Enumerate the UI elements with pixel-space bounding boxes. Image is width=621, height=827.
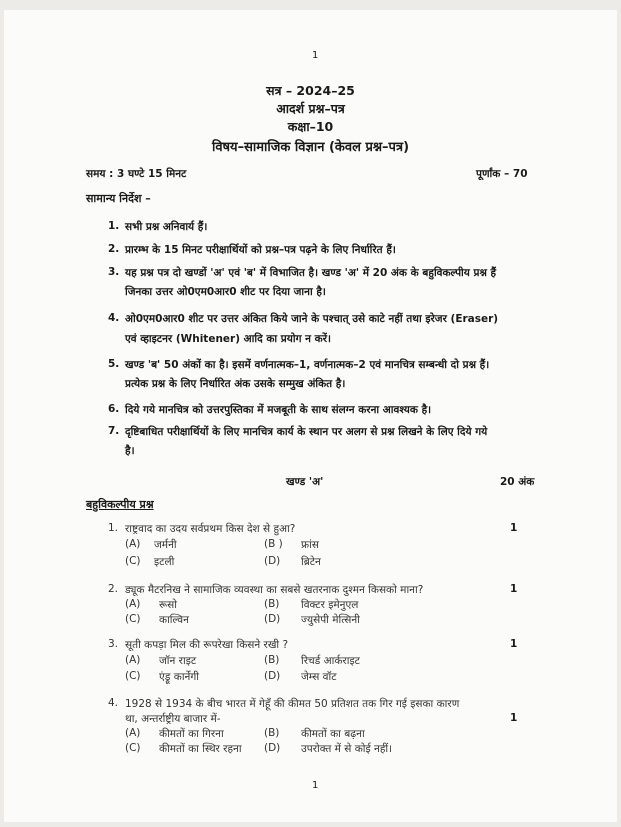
question-marks: 1: [510, 638, 518, 650]
section-title: खण्ड 'अ': [286, 476, 324, 488]
option-label: (A): [125, 727, 141, 739]
instruction-text: खण्ड 'ब' 50 अंकों का है। इसमें वर्णनात्मक–1, वर्णनात्मक–2 एवं मानचित्र सम्बन्धी दो प्रश्न हैं।: [125, 359, 490, 371]
option-text: जेम्स वॉट: [301, 671, 337, 683]
question-marks: 1: [510, 712, 518, 724]
instruction-num: 1.: [108, 220, 120, 232]
mcq-heading: बहुविकल्पीय प्रश्न: [86, 498, 154, 511]
option-text: इटली: [154, 556, 175, 568]
paper-type: आदर्श प्रश्न–पत्र: [276, 101, 345, 116]
instruction-text: ओ0एम0आर0 शीट पर उत्तर अंकित किये जाने के पश्चात् उसे काटे नहीं तथा इरेजर (Eraser): [125, 313, 499, 325]
question-marks: 1: [510, 583, 518, 595]
question-text: 1928 से 1934 के बीच भारत में गेहूँ की कीमत 50 प्रतिशत तक गिर गई इसका कारण: [125, 698, 460, 710]
subject-line: विषय–सामाजिक विज्ञान (केवल प्रश्न–पत्र): [211, 140, 410, 155]
question-number: 3.: [108, 638, 119, 650]
option-text: विक्टर इमेनुएल: [301, 599, 359, 611]
option-text: जर्मनी: [154, 539, 177, 551]
option-label: (A): [125, 598, 141, 610]
instruction-num: 7.: [108, 425, 120, 437]
option-label: (D): [264, 613, 281, 625]
option-text: उपरोक्त में से कोई नहीं।: [301, 743, 393, 755]
option-text: जॉन राइट: [159, 655, 197, 667]
option-text: ज्युसेपी मेत्सिनी: [301, 614, 360, 626]
page-number-bottom: 1: [312, 780, 319, 791]
question-text: था, अन्तर्राष्ट्रीय बाजार में-: [125, 713, 221, 725]
option-label: (C): [125, 742, 141, 754]
option-label: (C): [125, 613, 141, 625]
option-text: रिचर्ड आर्कराइट: [301, 655, 360, 667]
class-line: कक्षा–10: [287, 119, 334, 134]
question-text: राष्ट्रवाद का उदय सर्वप्रथम किस देश से हुआ?: [125, 523, 296, 535]
instruction-num: 3.: [108, 266, 120, 278]
instruction-text: दृष्टिबाधित परीक्षार्थियों के लिए मानचित्र कार्य के स्थान पर अलग से प्रश्न लिखने के लिए दिये गये: [125, 426, 488, 438]
instruction-text: है।: [125, 445, 135, 457]
instruction-text: जिनका उत्तर ओ0एम0आर0 शीट पर दिया जाना है।: [125, 286, 326, 298]
question-number: 4.: [108, 697, 119, 709]
option-label: (D): [264, 670, 281, 682]
instruction-text: एवं व्हाइटनर (Whitener) आदि का प्रयोग न करें।: [125, 333, 331, 345]
option-label: (C): [125, 670, 141, 682]
option-label: (D): [264, 555, 281, 567]
instruction-text: दिये गये मानचित्र को उत्तरपुस्तिका में मजबूती के साथ संलग्न करना आवश्यक है।: [125, 404, 432, 416]
option-text: ब्रिटेन: [301, 556, 321, 568]
option-text: कीमतों का गिरना: [159, 728, 224, 740]
option-text: फ्रांस: [301, 539, 319, 551]
option-label: (B): [264, 598, 280, 610]
instruction-text: प्रारम्भ के 15 मिनट परीक्षार्थियों को प्रश्न–पत्र पढ़ने के लिए निर्धारित हैं।: [125, 244, 396, 256]
option-label: (C): [125, 555, 141, 567]
exam-page: [4, 10, 617, 822]
option-text: कीमतों का स्थिर रहना: [159, 743, 242, 755]
exam-time: समय : 3 घण्टे 15 मिनट: [86, 168, 187, 180]
option-text: एंड्रू कार्नेगी: [159, 671, 200, 683]
question-marks: 1: [510, 522, 518, 534]
option-label: (D): [264, 742, 281, 754]
page-number-top: 1: [312, 50, 319, 61]
option-text: काल्विन: [159, 614, 189, 626]
max-marks: पूर्णांक – 70: [476, 168, 528, 180]
instruction-num: 6.: [108, 403, 120, 415]
instruction-num: 2.: [108, 243, 120, 255]
option-label: (B): [264, 727, 280, 739]
section-marks: 20 अंक: [500, 476, 535, 488]
option-label: (A): [125, 654, 141, 666]
instruction-text: प्रत्येक प्रश्न के लिए निर्धारित अंक उसके सम्मुख अंकित है।: [125, 378, 346, 390]
session-line: सत्र – 2024–25: [266, 83, 355, 98]
instruction-text: सभी प्रश्न अनिवार्य हैं।: [125, 221, 208, 233]
question-number: 2.: [108, 583, 119, 595]
option-label: (B): [264, 654, 280, 666]
option-label: (A): [125, 538, 141, 550]
instruction-num: 4.: [108, 312, 120, 324]
instruction-text: यह प्रश्न पत्र दो खण्डों 'अ' एवं 'ब' में विभाजित है। खण्ड 'अ' में 20 अंक के बहुविकल्पीय प्रश्न हैं: [125, 267, 497, 279]
question-number: 1.: [108, 522, 119, 534]
option-text: कीमतों का बढ़ना: [301, 728, 365, 740]
instruction-num: 5.: [108, 358, 120, 370]
option-label: (B ): [264, 538, 283, 550]
question-text: सूती कपड़ा मिल की रूपरेखा किसने रखी ?: [125, 639, 289, 651]
option-text: रूसो: [159, 599, 177, 611]
instructions-title: सामान्य निर्देश –: [86, 192, 151, 205]
question-text: ड्यूक मैटरनिख ने सामाजिक व्यवस्था का सबसे खतरनाक दुश्मन किसको माना?: [125, 584, 424, 596]
